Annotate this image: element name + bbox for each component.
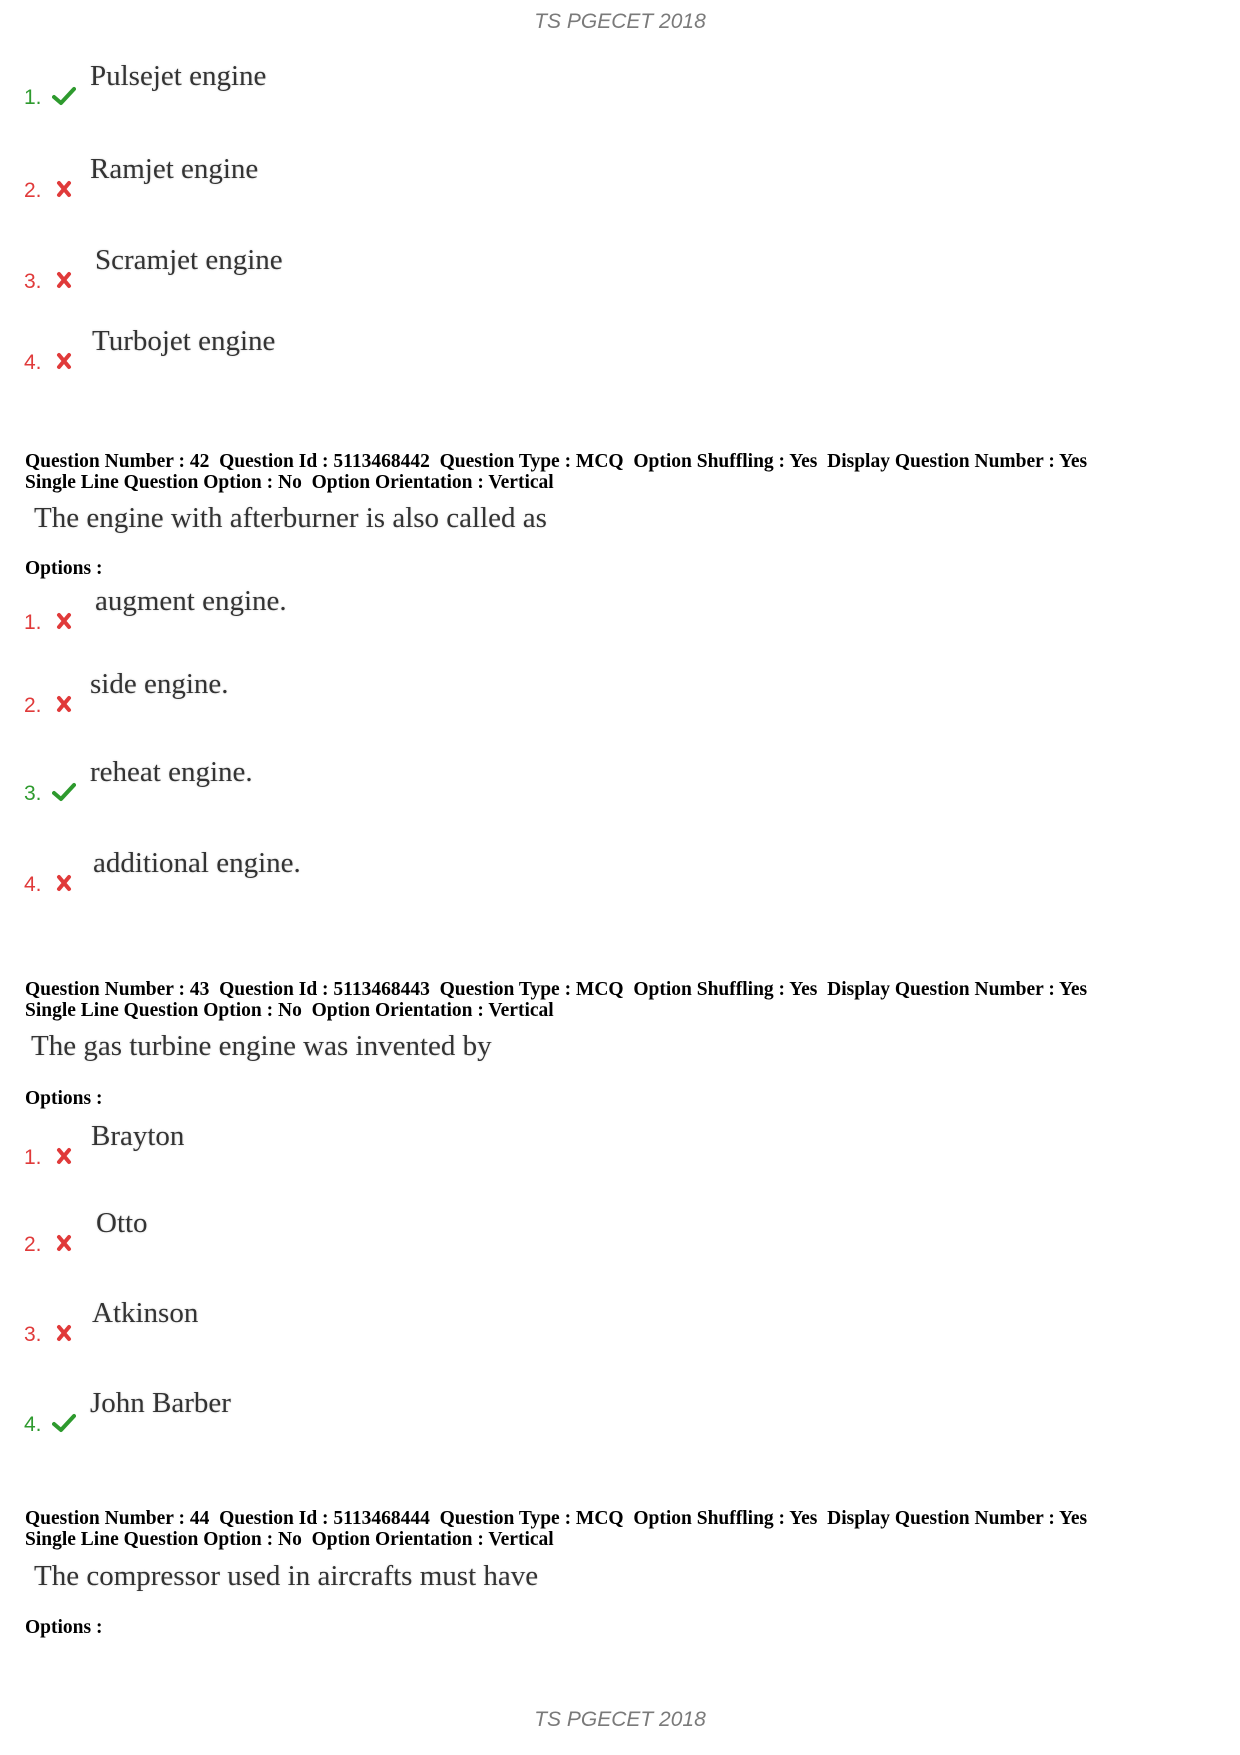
option-text: Otto <box>96 1207 148 1239</box>
option-text: side engine. <box>90 668 229 700</box>
cross-icon <box>52 1146 76 1166</box>
question-text: The compressor used in aircrafts must have <box>34 1560 539 1592</box>
question-meta-line: Single Line Question Option : No Option Orientation : Vertical <box>25 472 554 493</box>
option-row <box>24 1387 624 1437</box>
options-label: Options : <box>25 558 103 579</box>
question-meta <box>25 451 1225 493</box>
option-number: 2. <box>24 694 42 717</box>
question-meta <box>25 1508 1225 1550</box>
option-text: reheat engine. <box>90 756 253 788</box>
question-meta-line: Question Number : 44 Question Id : 5113468444 Question Type : MCQ Option Shuffling : Yes Display Question Number : Yes <box>25 1508 1088 1529</box>
option-text: additional engine. <box>93 847 301 879</box>
option-text: John Barber <box>90 1387 231 1419</box>
options-label: Options : <box>25 1617 103 1638</box>
cross-icon <box>52 270 76 290</box>
option-number: 3. <box>24 270 42 293</box>
option-number: 1. <box>24 611 42 634</box>
question-meta-line: Question Number : 42 Question Id : 5113468442 Question Type : MCQ Option Shuffling : Yes Display Question Number : Yes <box>25 451 1088 472</box>
page-header: TS PGECET 2018 <box>534 10 706 33</box>
option-number: 1. <box>24 86 42 109</box>
option-row <box>24 756 624 806</box>
option-number: 4. <box>24 351 42 374</box>
option-number: 4. <box>24 873 42 896</box>
question-meta-line: Question Number : 43 Question Id : 5113468443 Question Type : MCQ Option Shuffling : Yes Display Question Number : Yes <box>25 979 1088 1000</box>
option-text: Brayton <box>91 1120 185 1152</box>
option-text: Turbojet engine <box>92 325 276 357</box>
option-row <box>24 1297 624 1347</box>
cross-icon <box>52 351 76 371</box>
question-meta <box>25 979 1225 1021</box>
cross-icon <box>52 1233 76 1253</box>
option-number: 1. <box>24 1146 42 1169</box>
check-icon <box>52 86 76 106</box>
cross-icon <box>52 611 76 631</box>
option-number: 3. <box>24 782 42 805</box>
check-icon <box>52 782 76 802</box>
option-text: Atkinson <box>92 1297 199 1329</box>
cross-icon <box>52 873 76 893</box>
option-number: 2. <box>24 179 42 202</box>
option-text: Ramjet engine <box>90 153 259 185</box>
option-text: Pulsejet engine <box>90 60 267 92</box>
option-number: 3. <box>24 1323 42 1346</box>
page-footer: TS PGECET 2018 <box>534 1708 706 1731</box>
option-row <box>24 244 624 294</box>
option-row <box>24 1207 624 1257</box>
option-row <box>24 60 624 110</box>
option-number: 4. <box>24 1413 42 1436</box>
question-text: The engine with afterburner is also called as <box>34 502 547 534</box>
check-icon <box>52 1413 76 1433</box>
option-row <box>24 847 624 897</box>
cross-icon <box>52 1323 76 1343</box>
cross-icon <box>52 179 76 199</box>
option-row <box>24 668 624 718</box>
option-number: 2. <box>24 1233 42 1256</box>
question-text: The gas turbine engine was invented by <box>31 1030 492 1062</box>
option-text: augment engine. <box>95 585 287 617</box>
option-row <box>24 153 624 203</box>
option-text: Scramjet engine <box>95 244 283 276</box>
question-meta-line: Single Line Question Option : No Option Orientation : Vertical <box>25 1529 554 1550</box>
option-row <box>24 585 624 635</box>
question-meta-line: Single Line Question Option : No Option Orientation : Vertical <box>25 1000 554 1021</box>
options-label: Options : <box>25 1088 103 1109</box>
cross-icon <box>52 694 76 714</box>
option-row <box>24 1120 624 1170</box>
option-row <box>24 325 624 375</box>
